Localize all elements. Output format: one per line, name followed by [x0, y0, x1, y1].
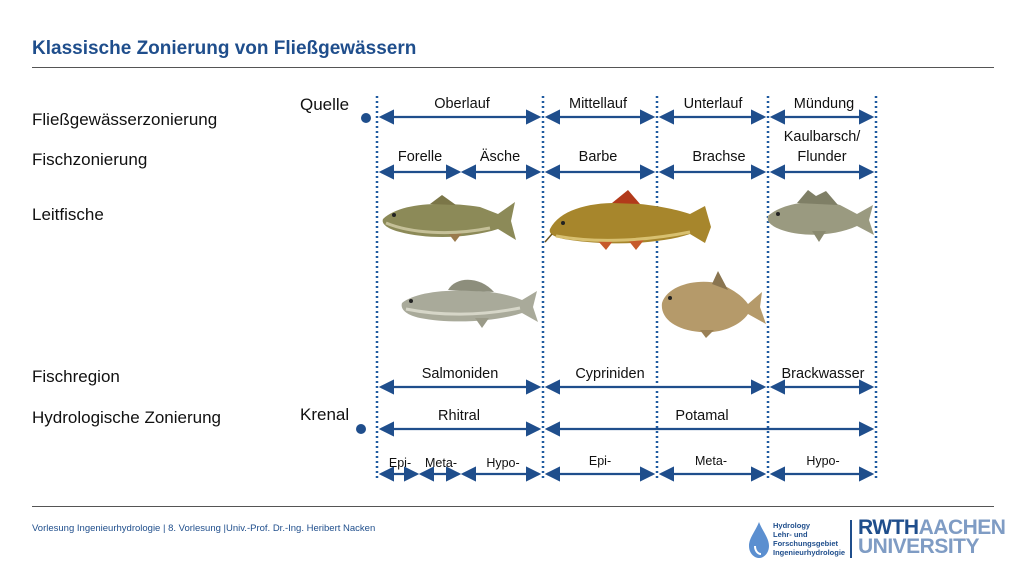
lab-logo-line2: Lehr- und — [773, 530, 808, 539]
zone-label-mittellauf: Mittellauf — [568, 96, 628, 112]
fish-zone-aesche: Äsche — [479, 149, 521, 165]
subzone-hypo-potamal: Hypo- — [806, 454, 840, 468]
ruffe-image — [768, 190, 874, 242]
grayling-image — [402, 280, 538, 328]
subzone-meta-potamal: Meta- — [695, 454, 727, 468]
fish-zone-forelle: Forelle — [397, 149, 443, 165]
lab-logo-line3: Forschungsgebiet — [773, 539, 839, 548]
region-salmoniden: Salmoniden — [421, 366, 499, 382]
endpoint-krenal: Krenal — [300, 405, 350, 424]
zone-label-oberlauf: Oberlauf — [434, 96, 490, 112]
rwth-logo — [858, 518, 1005, 556]
subzone-hypo-rhitral: Hypo- — [486, 456, 520, 470]
row-label-fischzonierung: Fischzonierung — [32, 150, 148, 169]
barbel-image — [545, 190, 711, 250]
trout-image — [383, 195, 516, 242]
footer-rule — [32, 506, 994, 507]
fish-zone-kaulbarsch-line1: Kaulbarsch/ — [783, 129, 861, 145]
row-label-fliessgewaesserzonierung: Fließgewässerzonierung — [32, 110, 218, 129]
subzone-epi-rhitral: Epi- — [388, 456, 412, 470]
rwth-logo-aachen: AACHEN — [918, 516, 1006, 539]
region-brackwasser: Brackwasser — [781, 366, 865, 382]
bream-image — [662, 271, 766, 338]
zone-label-muendung: Mündung — [793, 96, 855, 112]
rwth-logo-rwth: RWTH — [858, 516, 919, 539]
footer-text: Vorlesung Ingenieurhydrologie | 8. Vorlesung |Univ.-Prof. Dr.-Ing. Heribert Nacken — [32, 523, 376, 534]
hydro-potamal: Potamal — [675, 408, 729, 424]
krenal-dot — [356, 424, 366, 434]
source-dot — [361, 113, 371, 123]
region-cypriniden: Cypriniden — [575, 366, 645, 382]
rwth-logo-university: UNIVERSITY — [858, 535, 980, 558]
hydro-rhitral: Rhitral — [438, 408, 480, 424]
endpoint-quelle: Quelle — [300, 95, 350, 114]
lab-logo-line4: Ingenieurhydrologie — [773, 548, 846, 557]
row-label-hydrologische-zonierung: Hydrologische Zonierung — [32, 408, 221, 427]
row-label-leitfische: Leitfische — [32, 205, 104, 224]
lab-logo-line1: Hydrology — [773, 521, 811, 530]
zone-label-unterlauf: Unterlauf — [683, 96, 743, 112]
row-label-fischregion: Fischregion — [32, 367, 120, 386]
fish-zone-brachse: Brachse — [692, 149, 746, 165]
logo-divider — [850, 520, 852, 558]
fish-zone-barbe: Barbe — [578, 149, 618, 165]
fish-zone-kaulbarsch-line2: Flunder — [797, 149, 847, 165]
lab-logo-text — [773, 521, 845, 557]
subzone-epi-potamal: Epi- — [588, 454, 612, 468]
page-title: Klassische Zonierung von Fließgewässern — [32, 38, 417, 59]
subzone-meta-rhitral: Meta- — [425, 456, 457, 470]
